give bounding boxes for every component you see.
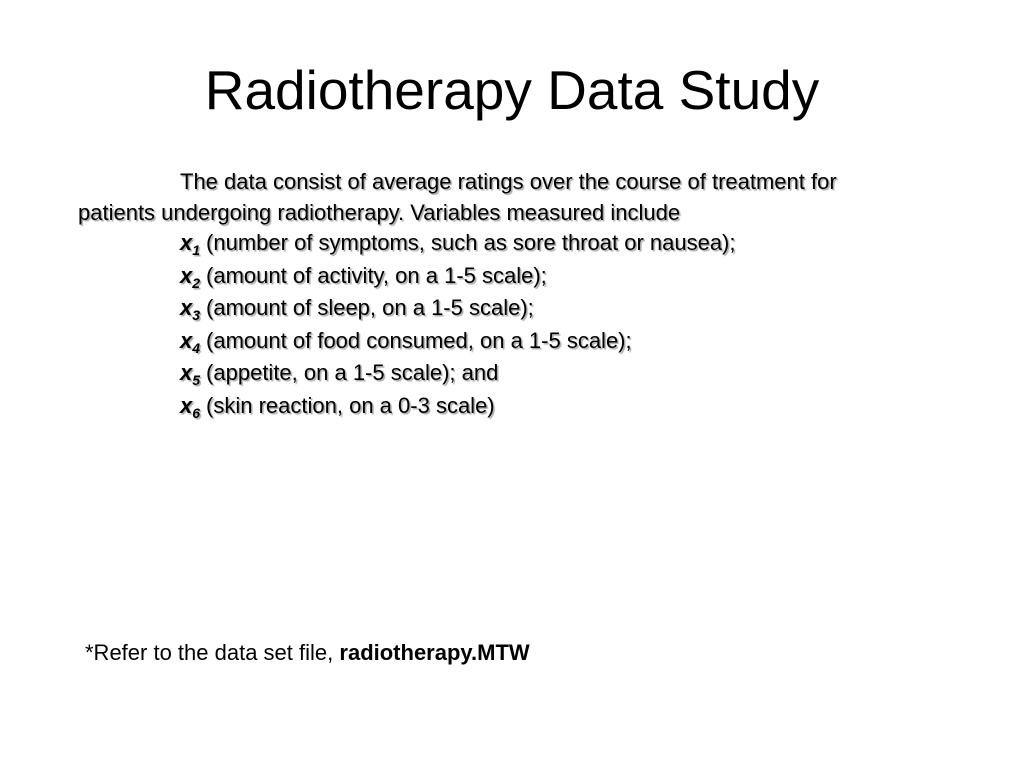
variable-symbol: x — [180, 392, 193, 418]
variable-subscript: 5 — [192, 372, 201, 388]
variable-item-1 — [78, 228, 968, 261]
variable-subscript: 3 — [192, 307, 201, 323]
variable-symbol: x — [180, 327, 193, 353]
variable-item-6 — [78, 391, 968, 424]
variable-subscript: 1 — [192, 242, 201, 258]
variable-item-3 — [78, 293, 968, 326]
variable-item-5 — [78, 358, 968, 391]
variable-symbol: x — [180, 262, 193, 288]
data-file-name: radiotherapy.MTW — [339, 640, 530, 665]
variable-description: (skin reaction, on a 0-3 scale) — [206, 392, 495, 418]
slide-title: Radiotherapy Data Study — [204, 59, 820, 121]
variable-subscript: 2 — [192, 274, 201, 291]
variable-item-2 — [78, 261, 968, 294]
intro-line-2: patients undergoing radiotherapy. Variables measured include — [78, 199, 681, 225]
intro-line-1: The data consist of average ratings over the course of treatment for — [180, 169, 837, 194]
variable-description: (number of symptoms, such as sore throat or nausea); — [206, 230, 736, 255]
variable-symbol: x — [180, 360, 193, 385]
variable-subscript: 4 — [192, 339, 201, 356]
variable-description: (amount of sleep, on a 1-5 scale); — [206, 295, 534, 320]
footnote — [85, 638, 530, 668]
footnote-prefix: *Refer to the data set file, — [85, 640, 334, 665]
variable-symbol: x — [180, 230, 193, 255]
variable-item-4 — [78, 326, 968, 359]
variable-description: (amount of activity, on a 1-5 scale); — [206, 262, 547, 288]
variable-description: (appetite, on a 1-5 scale); and — [206, 360, 499, 385]
variable-subscript: 6 — [192, 404, 201, 421]
variable-description: (amount of food consumed, on a 1-5 scale); — [206, 327, 632, 353]
slide-body — [78, 167, 968, 423]
variable-symbol: x — [180, 295, 193, 320]
